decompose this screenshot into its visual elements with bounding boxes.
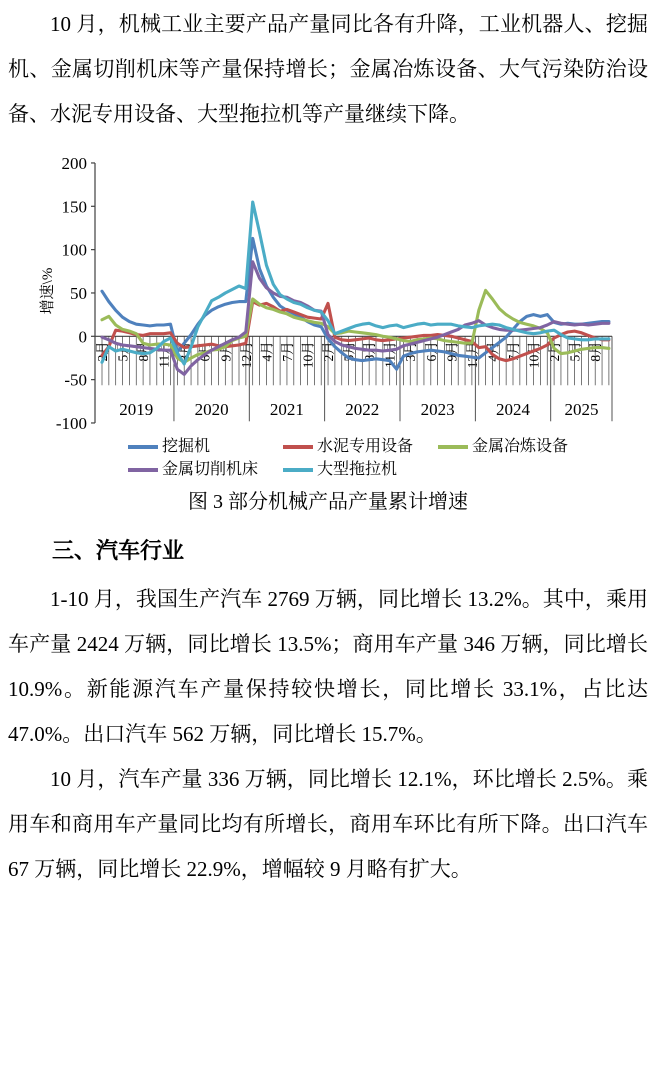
paragraph-auto-october: 10 月，汽车产量 336 万辆，同比增长 12.1%，环比增长 2.5%。乘用车和商用车产量同比均有所增长，商用车环比有所下降。出口汽车 67 万辆，同比增长 22.9%，增幅较 9 月略有扩大。: [8, 767, 648, 881]
svg-text:12月: 12月: [238, 341, 254, 369]
paragraph-auto-cumulative: 1-10 月，我国生产汽车 2769 万辆，同比增长 13.2%。其中，乘用车产量 2424 万辆，同比增长 13.5%；商用车产量 346 万辆，同比增长 10.9%。新能源汽车产量保持较快增长，同比增长 33.1%，占比达 47.0%。出口汽车 562 万辆，同比增长 15.7%。: [8, 587, 648, 746]
svg-text:2月: 2月: [95, 341, 110, 362]
svg-text:11月: 11月: [156, 341, 172, 368]
svg-text:7月: 7月: [506, 341, 521, 362]
svg-text:8月: 8月: [136, 341, 152, 362]
svg-text:8月: 8月: [362, 341, 378, 362]
svg-text:2月: 2月: [547, 341, 563, 362]
svg-text:4月: 4月: [485, 341, 501, 362]
legend-label-excavator: 挖掘机: [162, 437, 211, 455]
svg-text:2021: 2021: [269, 400, 304, 419]
figure-3: [8, 143, 648, 515]
svg-text:12月: 12月: [464, 341, 480, 369]
svg-text:10月: 10月: [300, 341, 316, 369]
svg-text:3月: 3月: [177, 341, 193, 362]
legend-label-large-tractor: 大型拖拉机: [317, 460, 398, 478]
svg-text:6月: 6月: [423, 341, 439, 362]
legend-swatch-machine-tool: [128, 468, 158, 472]
figure-caption: 图 3 部分机械产品产量累计增速: [188, 491, 468, 513]
svg-text:3月: 3月: [403, 341, 419, 362]
chart-legend: [8, 435, 648, 481]
svg-text:9月: 9月: [218, 341, 234, 362]
svg-text:50: 50: [70, 283, 87, 303]
svg-text:-50: -50: [64, 370, 87, 390]
legend-row-1: [8, 435, 648, 458]
legend-label-cement-equipment: 水泥专用设备: [317, 437, 414, 455]
svg-text:100: 100: [61, 240, 87, 260]
legend-item-large-tractor: [283, 462, 438, 478]
legend-swatch-cement-equipment: [283, 445, 313, 449]
svg-text:200: 200: [61, 153, 87, 173]
svg-text:5月: 5月: [115, 341, 131, 362]
svg-text:2023: 2023: [420, 400, 455, 419]
svg-text:9月: 9月: [444, 341, 460, 362]
svg-text:0: 0: [78, 327, 87, 347]
legend-swatch-excavator: [128, 445, 158, 449]
svg-text:150: 150: [61, 197, 87, 217]
legend-item-cement-equipment: [283, 439, 438, 455]
svg-text:11月: 11月: [382, 341, 398, 368]
svg-text:7月: 7月: [279, 341, 295, 362]
legend-label-machine-tool: 金属切削机床: [162, 460, 259, 478]
svg-text:2022: 2022: [345, 400, 380, 419]
line-chart: [8, 143, 656, 433]
svg-text:5月: 5月: [341, 341, 357, 362]
svg-text:增速\%: 增速\%: [40, 267, 56, 315]
legend-label-smelting-equipment: 金属冶炼设备: [472, 437, 569, 455]
svg-text:6月: 6月: [197, 341, 213, 362]
svg-text:2020: 2020: [194, 400, 229, 419]
svg-text:5月: 5月: [567, 341, 583, 362]
svg-text:2月: 2月: [321, 341, 337, 362]
svg-text:8月: 8月: [588, 341, 604, 362]
legend-item-machine-tool: [128, 462, 283, 478]
svg-text:-100: -100: [55, 413, 87, 433]
svg-text:4月: 4月: [259, 341, 275, 362]
svg-text:2019: 2019: [119, 400, 154, 419]
section-heading: 三、汽车行业: [52, 538, 185, 563]
legend-swatch-large-tractor: [283, 468, 313, 472]
svg-text:10月: 10月: [526, 341, 542, 369]
legend-swatch-smelting-equipment: [438, 445, 468, 449]
y-axis: [38, 154, 95, 433]
legend-item-excavator: [128, 439, 283, 455]
svg-text:2024: 2024: [496, 400, 530, 419]
legend-row-2: [8, 458, 648, 481]
paragraph-machinery-products: 10 月，机械工业主要产品产量同比各有升降，工业机器人、挖掘机、金属切削机床等产量保持增长；金属冶炼设备、大气污染防治设备、水泥专用设备、大型拖拉机等产量继续下降。: [8, 12, 648, 126]
legend-item-smelting-equipment: [438, 439, 593, 455]
svg-text:2025: 2025: [564, 400, 599, 419]
